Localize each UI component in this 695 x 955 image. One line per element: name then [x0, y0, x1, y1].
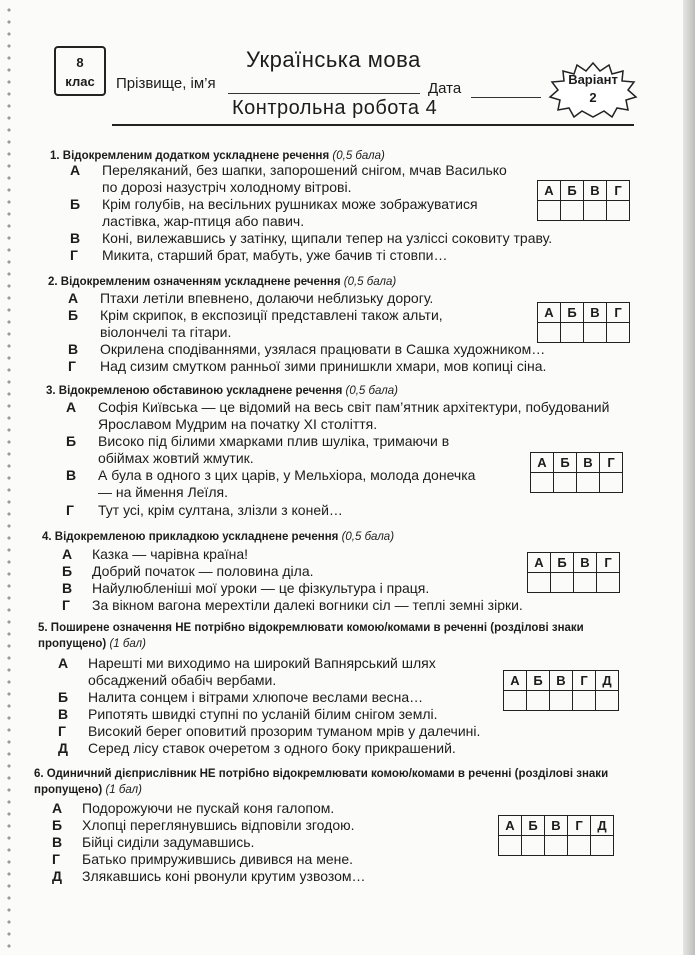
answer-cell[interactable] — [531, 473, 554, 493]
option-text: Найулюбленіші мої уроки — це фізкультура і праця. — [92, 580, 430, 596]
date-label: Дата — [428, 80, 462, 97]
answer-cell[interactable] — [551, 573, 574, 593]
answer-cell[interactable] — [561, 323, 584, 343]
grid-letter: Б — [527, 671, 550, 691]
option-letter: Д — [52, 868, 62, 884]
answer-cell[interactable] — [577, 473, 600, 493]
option-text: Казка — чарівна країна! — [92, 546, 249, 562]
grid-letter: В — [584, 181, 607, 201]
option-text: Софія Київська — це відомий на весь світ пам’ятник архітектури, побудований Ярославом Мудрим на початку ХІ століття. — [98, 399, 610, 432]
answer-grid-4 — [527, 552, 620, 593]
option-text: Коні, вилежавшись у затінку, щипали тепер на узліссі соковиту траву. — [102, 230, 553, 246]
grade-label: клас — [65, 74, 95, 89]
option-text: Нарешті ми виходимо на широкий Вапнярський шлях обсаджений обабіч вербами. — [88, 655, 436, 688]
grid-letter: В — [550, 671, 573, 691]
spiral-binding — [2, 0, 16, 955]
grid-letter: Б — [551, 553, 574, 573]
option-letter: В — [62, 580, 73, 596]
page-edge — [683, 0, 695, 955]
answer-cell[interactable] — [574, 573, 597, 593]
grid-letter: Б — [554, 453, 577, 473]
answer-grid-2 — [537, 302, 630, 343]
grid-letter: В — [584, 303, 607, 323]
option-text: Тут усі, крім султана, злізли з коней… — [98, 502, 343, 518]
option-letter: Б — [66, 433, 77, 449]
answer-cell[interactable] — [527, 691, 550, 711]
grid-letter: Г — [607, 303, 630, 323]
option-text: Рипотять швидкі ступні по усланій білим снігом землі. — [88, 706, 438, 722]
option-text: Серед лісу ставок очеретом з одного боку прикрашений. — [88, 740, 456, 756]
answer-cell[interactable] — [528, 573, 551, 593]
answer-cell[interactable] — [596, 691, 619, 711]
question-5-heading: 5. Поширене означення НЕ потрібно відокремлювати комою/комами в реченні (розділові знаки пропущено) (1 бал) — [38, 622, 584, 650]
answer-cell[interactable] — [573, 691, 596, 711]
option-letter: А — [52, 800, 63, 816]
option-text: Крім скрипок, в експозиції представлені також альти, віолончелі та гітари. — [100, 307, 443, 340]
grid-letter: А — [499, 816, 522, 836]
option-text: Над сизим смутком ранньої зими принишкли хмари, мов копиці сіна. — [100, 358, 547, 374]
answer-cell[interactable] — [538, 201, 561, 221]
option-text: Батько примружившись дивився на мене. — [82, 851, 354, 867]
option-letter: Д — [58, 740, 68, 756]
answer-cell[interactable] — [499, 836, 522, 856]
variant-label: Варіант — [568, 72, 618, 87]
answer-cell[interactable] — [568, 836, 591, 856]
answer-cell[interactable] — [607, 201, 630, 221]
option-text: Налита сонцем і вітрами хлюпоче веслами весна… — [88, 689, 424, 705]
answer-cell[interactable] — [550, 691, 573, 711]
option-letter: А — [62, 546, 73, 562]
name-field[interactable] — [228, 93, 420, 94]
option-letter: В — [68, 341, 79, 357]
subject-title: Українська мова — [246, 47, 421, 72]
option-letter: Г — [66, 502, 74, 518]
question-4-heading: 4. Відокремленою прикладкою ускладнене речення (0,5 бала) — [42, 531, 395, 543]
option-text: Окрилена сподіваннями, узялася працювати в Сашка художником… — [100, 341, 546, 357]
grid-letter: Г — [607, 181, 630, 201]
grade-number: 8 — [76, 55, 84, 70]
answer-grid-3 — [530, 452, 623, 493]
option-text: Добрий початок — половина діла. — [92, 563, 314, 579]
option-text: Високо під білими хмарками плив шуліка, тримаючи в обіймах жовтий жмутик. — [98, 433, 450, 466]
option-text: Бійці сиділи задумавшись. — [82, 834, 255, 850]
option-letter: А — [58, 655, 69, 671]
option-letter: Б — [58, 689, 69, 705]
answer-grid-6 — [498, 815, 614, 856]
answer-cell[interactable] — [561, 201, 584, 221]
option-text: Високий берег оповитий прозорим туманом мрів у далечині. — [88, 723, 481, 739]
answer-cell[interactable] — [591, 836, 614, 856]
option-letter: В — [70, 230, 81, 246]
question-1-heading: 1. Відокремленим додатком ускладнене речення (0,5 бала) — [50, 150, 385, 162]
grade-box — [54, 46, 106, 96]
option-letter: Г — [70, 247, 78, 263]
grid-letter: Д — [591, 816, 614, 836]
answer-cell[interactable] — [538, 323, 561, 343]
question-6-heading: 6. Одиничний дієприслівник НЕ потрібно відокремлювати комою/комами в реченні (розділові знаки пропущено) (1 бал) — [34, 768, 609, 796]
grid-letter: Б — [561, 181, 584, 201]
date-field[interactable] — [471, 97, 541, 98]
grid-letter: А — [504, 671, 527, 691]
grid-letter: А — [531, 453, 554, 473]
answer-cell[interactable] — [584, 201, 607, 221]
option-text: Хлопці переглянувшись відповіли згодою. — [82, 817, 355, 833]
option-letter: Г — [58, 723, 66, 739]
option-letter: Б — [62, 563, 73, 579]
grid-letter: А — [538, 303, 561, 323]
grid-letter: Г — [597, 553, 620, 573]
grid-letter: Б — [561, 303, 584, 323]
option-letter: В — [58, 706, 69, 722]
grid-letter: В — [545, 816, 568, 836]
option-letter: Б — [68, 307, 79, 323]
option-letter: В — [52, 834, 63, 850]
option-letter: Б — [70, 196, 81, 212]
option-letter: А — [68, 290, 79, 306]
answer-cell[interactable] — [607, 323, 630, 343]
option-letter: Г — [52, 851, 60, 867]
grid-letter: Г — [600, 453, 623, 473]
grid-letter: А — [528, 553, 551, 573]
question-3-heading: 3. Відокремленою обставиною ускладнене речення (0,5 бала) — [46, 385, 398, 397]
name-label: Прізвище, ім’я — [116, 75, 216, 92]
option-text: За вікном вагона мерехтіли далекі вогники сіл — теплі земні зірки. — [92, 597, 523, 613]
variant-badge — [548, 62, 638, 118]
option-text: Злякавшись коні рвонули крутим узвозом… — [82, 868, 366, 884]
answer-grid-5 — [503, 670, 619, 711]
grid-letter: Д — [596, 671, 619, 691]
work-title: Контрольна робота 4 — [232, 97, 438, 119]
option-letter: Б — [52, 817, 63, 833]
grid-letter: А — [538, 181, 561, 201]
answer-cell[interactable] — [522, 836, 545, 856]
option-text: Переляканий, без шапки, запорошений снігом, мчав Василько по дорозі назустріч холодному вітрові. — [102, 162, 507, 195]
option-letter: А — [66, 399, 77, 415]
grid-letter: В — [574, 553, 597, 573]
option-letter: Г — [62, 597, 70, 613]
option-text: Крім голубів, на весільних рушниках може зображуватися ластівка, жар-птиця або павич. — [102, 196, 478, 229]
answer-cell[interactable] — [545, 836, 568, 856]
answer-cell[interactable] — [554, 473, 577, 493]
answer-grid-1 — [537, 180, 630, 221]
variant-number: 2 — [589, 90, 597, 105]
option-text: Микита, старший брат, мабуть, уже бачив ті стовпи… — [102, 247, 448, 263]
answer-cell[interactable] — [584, 323, 607, 343]
grid-letter: Г — [573, 671, 596, 691]
grid-letter: Г — [568, 816, 591, 836]
question-2-heading: 2. Відокремленим означенням ускладнене речення (0,5 бала) — [48, 276, 397, 288]
option-text: А була в одного з цих царів, у Мельхіора, молода донечка — на ймення Леїля. — [98, 467, 476, 500]
grid-letter: В — [577, 453, 600, 473]
option-letter: В — [66, 467, 77, 483]
grid-letter: Б — [522, 816, 545, 836]
answer-cell[interactable] — [504, 691, 527, 711]
answer-cell[interactable] — [597, 573, 620, 593]
option-text: Подорожуючи не пускай коня галопом. — [82, 800, 335, 816]
answer-cell[interactable] — [600, 473, 623, 493]
option-text: Птахи летіли впевнено, долаючи неблизьку дорогу. — [100, 290, 434, 306]
option-letter: Г — [68, 358, 76, 374]
option-letter: А — [70, 162, 81, 178]
header-rule — [112, 124, 634, 126]
